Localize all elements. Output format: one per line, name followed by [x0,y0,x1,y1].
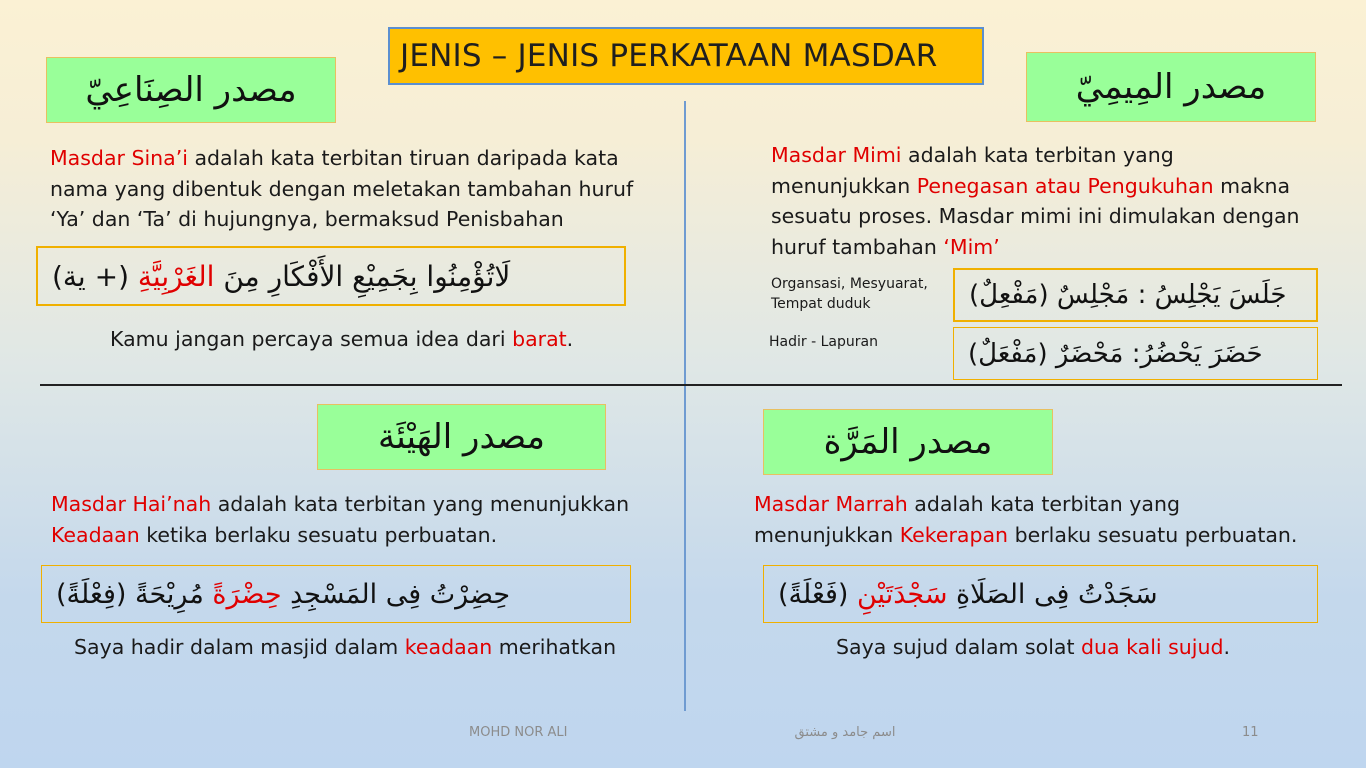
desc-haiah-line2-highlight: Keadaan [51,522,140,547]
desc-marrah-line1: adalah kata terbitan yang [907,492,1180,516]
example-marrah-highlight: سَجْدَتَيْنِ [857,578,948,610]
term-masdar-marrah: Masdar Marrah [754,492,908,516]
desc-masdar-sinai [50,143,670,235]
desc-sinai-line2: nama yang dibentuk dengan meletakan tambahan huruf [50,176,634,201]
heading-masdar-marrah-text: مصدر المَرَّة [823,422,993,462]
footer-topic: اسم جامد و مشتق [794,725,896,740]
desc-marrah-line2-before: menunjukkan [754,522,900,547]
desc-mimi-line2-after: makna [1213,173,1291,198]
heading-masdar-sinai-text: مصدر الصِنَاعِيّ [85,70,297,110]
example-haiah-after: مُرِيْحَةً (فِعْلَةً) [56,578,213,610]
heading-masdar-haiah-text: مصدر الهَيْئَة [378,417,545,457]
example-haiah-text [56,579,510,610]
term-masdar-sinai: Masdar Sina’i [50,146,188,170]
example-box-marrah [763,565,1318,623]
desc-mimi-line4-before: huruf tambahan [771,234,944,259]
note-mimi-example1 [771,274,951,314]
desc-mimi-line2-before: menunjukkan [771,173,917,198]
example-box-mimi-2 [953,327,1318,380]
translation-haiah [74,632,674,663]
note-mimi-example1-line1: Organsasi, Mesyuarat, [771,276,928,292]
horizontal-divider [40,384,1342,386]
desc-mimi-line4-highlight: ‘Mim’ [943,234,1000,259]
footer-page-number: 11 [1242,725,1259,740]
example-box-haiah [41,565,631,623]
desc-haiah-line1: adalah kata terbitan yang menunjukkan [211,492,630,516]
translation-haiah-highlight: keadaan [404,635,493,659]
slide-title [388,27,984,85]
desc-masdar-mimi [771,140,1351,262]
example-sinai-before: لَاتُؤْمِنُوا بِجَمِيْعِ الأَفْكَارِ مِنَ [214,259,511,293]
example-box-sinai [36,246,626,306]
example-sinai-after: (+ ية) [52,259,138,293]
translation-sinai [110,324,670,355]
translation-marrah-highlight: dua kali sujud [1081,635,1224,659]
term-masdar-mimi: Masdar Mimi [771,143,902,167]
heading-masdar-sinai [46,57,336,123]
desc-marrah-line2-highlight: Kekerapan [899,522,1009,547]
desc-marrah-line2-rest: berlaku sesuatu perbuatan. [1008,522,1298,547]
example-haiah-highlight: حِضْرَةً [212,578,282,610]
example-marrah-after: (فَعْلَةً) [778,578,857,610]
heading-masdar-mimi-text: مصدر المِيمِيّ [1075,67,1267,107]
example-haiah-before: حِضِرْتُ فِى المَسْجِدِ [281,578,511,610]
note-mimi-example1-line2: Tempat duduk [771,296,871,312]
term-masdar-haiah: Masdar Hai’nah [51,492,212,516]
note-mimi-example2-text: Hadir - Lapuran [769,334,878,350]
example-marrah-before: سَجَدْتُ فِى الصَلَاةِ [947,578,1158,610]
translation-marrah [836,632,1336,663]
translation-haiah-after: merihatkan [492,635,617,659]
heading-masdar-marrah [763,409,1053,475]
desc-masdar-marrah [754,489,1354,550]
desc-mimi-line2-highlight: Penegasan atau Pengukuhan [916,173,1214,198]
slide-title-text: JENIS – JENIS PERKATAAN MASDAR [400,38,938,74]
note-mimi-example2 [769,332,949,352]
heading-masdar-haiah [317,404,606,470]
translation-marrah-after: . [1223,635,1231,659]
vertical-divider [684,101,686,711]
footer-author: MOHD NOR ALI [469,725,568,740]
heading-masdar-mimi [1026,52,1316,122]
example-sinai-highlight: الغَرْبِيَّةِ [137,259,215,293]
translation-sinai-highlight: barat [512,327,567,351]
example-mimi-2-text: حَضَرَ يَحْضُرُ: مَحْضَرٌ (مَفْعَلٌ) [968,338,1263,369]
desc-mimi-line3: sesuatu proses. Masdar mimi ini dimulakan dengan [771,204,1300,228]
desc-mimi-line1: adalah kata terbitan yang [901,143,1174,167]
example-sinai-text [52,260,510,293]
translation-sinai-before: Kamu jangan percaya semua idea dari [110,327,513,351]
desc-haiah-line2-rest: ketika berlaku sesuatu perbuatan. [139,522,498,547]
example-box-mimi-1 [953,268,1318,322]
translation-marrah-before: Saya sujud dalam solat [836,635,1082,659]
translation-haiah-before: Saya hadir dalam masjid dalam [74,635,405,659]
desc-masdar-haiah [51,489,681,550]
desc-sinai-line3: ‘Ya’ dan ‘Ta’ di hujungnya, bermaksud Penisbahan [50,207,564,231]
example-mimi-1-text: جَلَسَ يَجْلِسُ : مَجْلِسٌ (مَفْعِلٌ) [969,280,1287,310]
desc-sinai-line1: adalah kata terbitan tiruan daripada kata [187,146,619,170]
example-marrah-text [778,579,1158,610]
translation-sinai-after: . [566,327,574,351]
